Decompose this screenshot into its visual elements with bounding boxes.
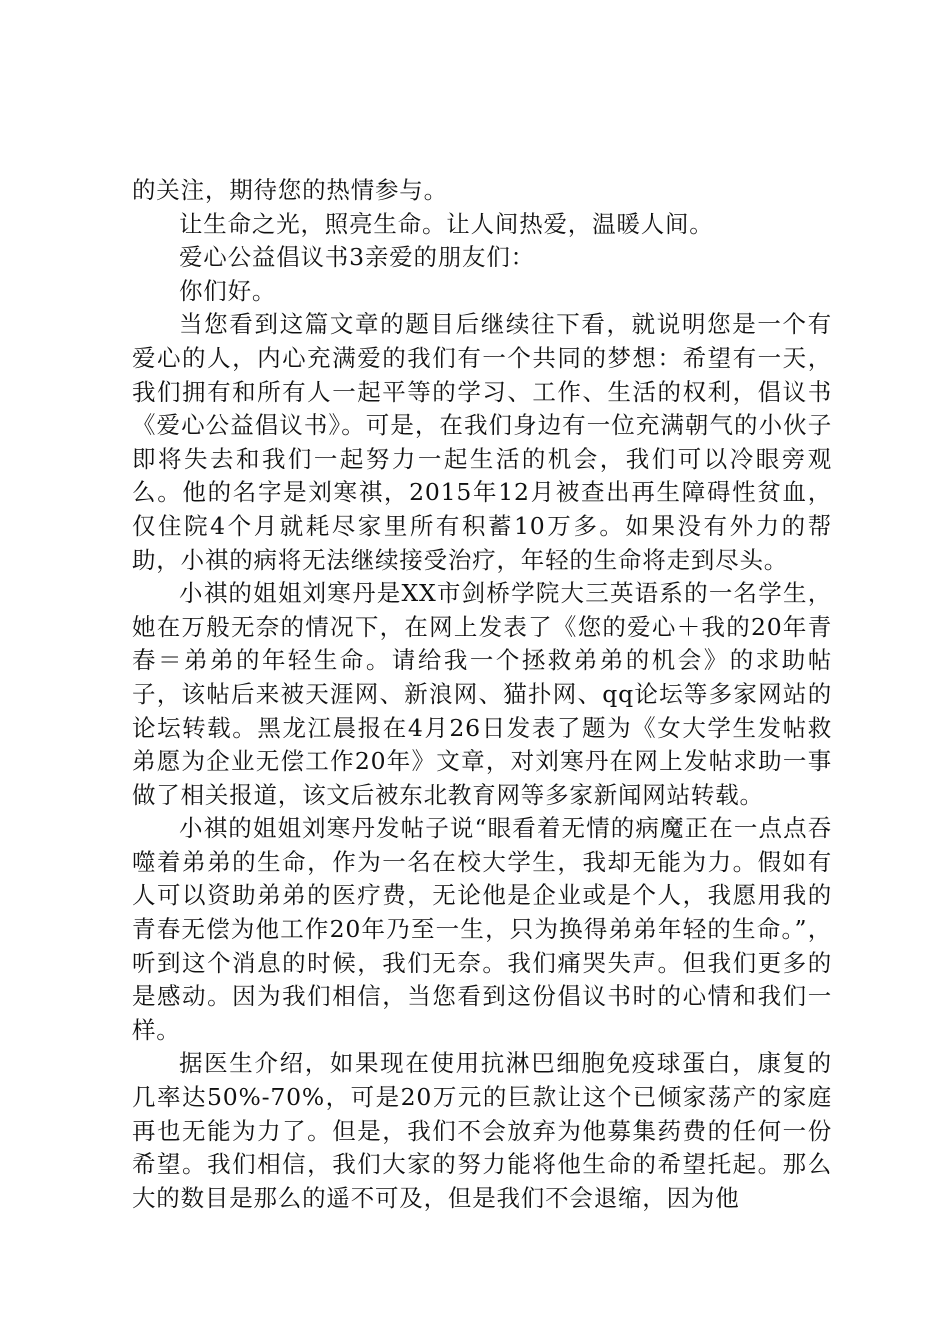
paragraph-closing-line: 的关注，期待您的热情参与。 (132, 176, 448, 204)
paragraph-intro: 当您看到这篇文章的题目后继续往下看，就说明您是一个有爱心的人，内心充满爱的我们有一个共同的梦想：希望有一天，我们拥有和所有人一起平等的学习、工作、生活的权利，倡议书《爱心公益倡议书》。可是，在我们身边有一位充满朝气的小伙子即将失去和我们一起努力一起生活的机会，我们可以冷眼旁观么。他的名字是刘寒祺，2015年12月被查出再生障碍性贫血，仅住院4个月就耗尽家里所有积蓄10万多。如果没有外力的帮助，小祺的病将无法继续接受治疗，年轻的生命将走到尽头。 (132, 310, 832, 574)
paragraph-slogan: 让生命之光，照亮生命。让人间热爱，温暖人间。 (179, 209, 714, 238)
paragraph-heading-greeting: 爱心公益倡议书3亲爱的朋友们： (179, 243, 535, 272)
paragraph-doctor: 据医生介绍，如果现在使用抗淋巴细胞免疫球蛋白，康复的几率达50%-70%，可是20万元的巨款让这个已倾家荡产的家庭再也无能为力了。但是，我们不会放弃为他募集药费的任何一份希望。我们相信，我们大家的努力能将他生命的希望托起。那么大的数目是那么的遥不可及，但是我们不会退缩，因为他 (132, 1049, 832, 1212)
document-body (132, 174, 832, 1215)
paragraph-hello: 你们好。 (179, 276, 277, 305)
paragraph-sister-post: 小祺的姐姐刘寒丹是XX市剑桥学院大三英语系的一名学生，她在万般无奈的情况下，在网上发表了《您的爱心＋我的20年青春＝弟弟的年轻生命。请给我一个拯救弟弟的机会》的求助帖子，该帖后来被天涯网、新浪网、猫扑网、qq论坛等多家网站的论坛转载。黑龙江晨报在4月26日发表了题为《女大学生发帖救弟愿为企业无偿工作20年》文章，对刘寒丹在网上发帖求助一事做了相关报道，该文后被东北教育网等多家新闻网站转载。 (132, 579, 832, 809)
paragraph-sister-quote: 小祺的姐姐刘寒丹发帖子说“眼看着无情的病魔正在一点点吞噬着弟弟的生命，作为一名在校大学生，我却无能为力。假如有人可以资助弟弟的医疗费，无论他是企业或是个人，我愿用我的青春无偿为他工作20年乃至一生，只为换得弟弟年轻的生命。”，听到这个消息的时候，我们无奈。我们痛哭失声。但我们更多的是感动。因为我们相信，当您看到这份倡议书时的心情和我们一样。 (132, 814, 832, 1044)
